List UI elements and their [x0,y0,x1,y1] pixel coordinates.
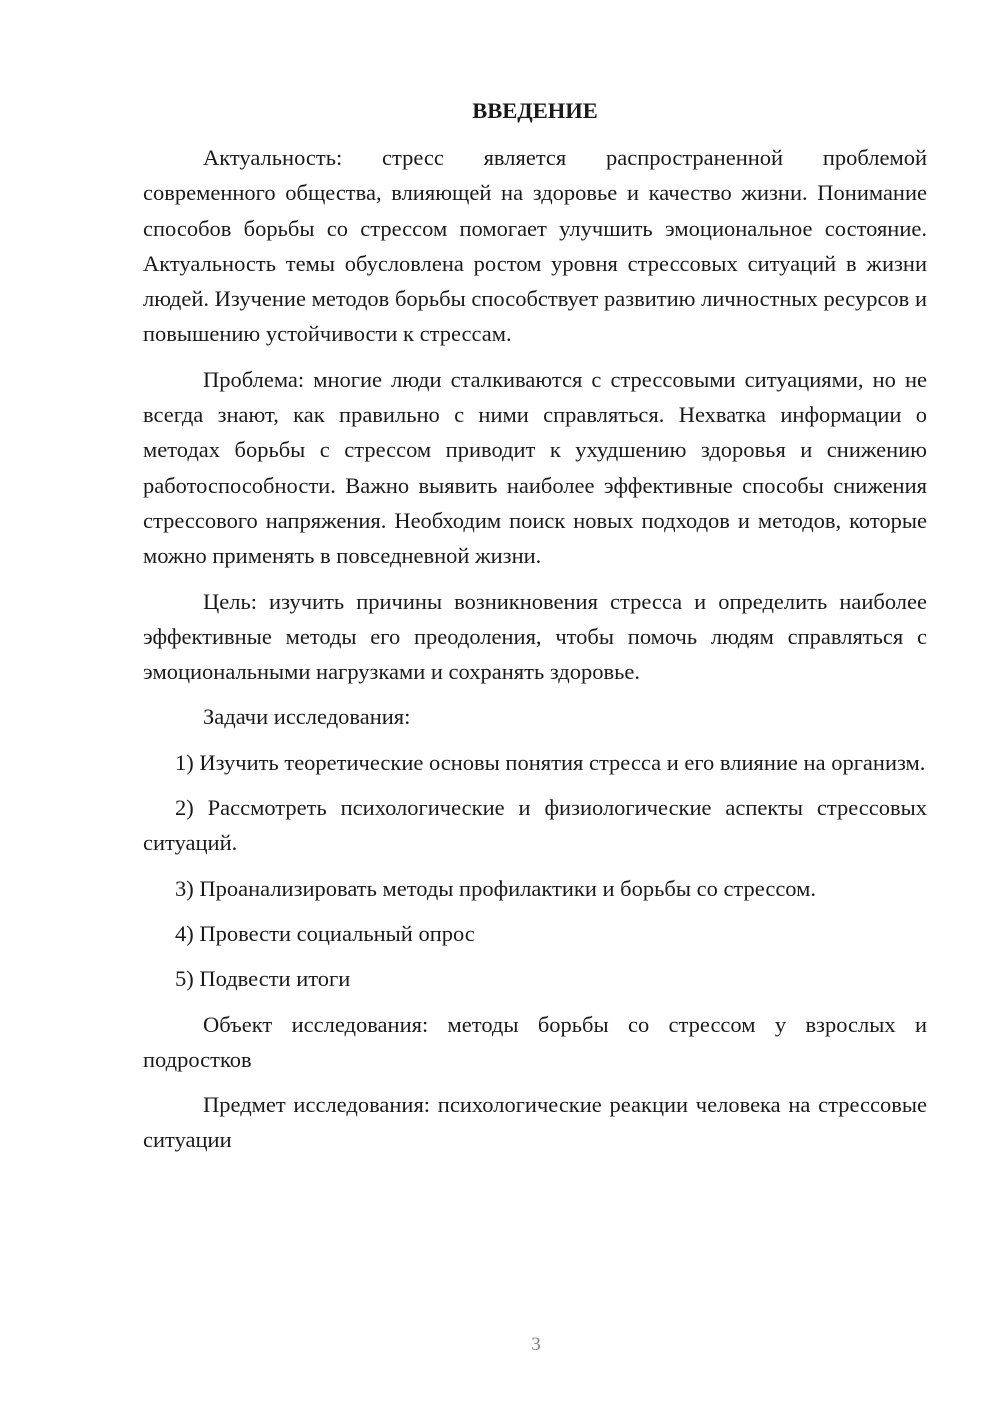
relevance-paragraph: Актуальность: стресс является распространенной проблемой современного общества, влияющей на здоровье и качество жизни. Понимание способов борьбы со стрессом помогает улучшить эмоциональное состояние. Актуальность темы обусловлена ростом уровня стрессовых ситуаций в жизни людей. Изучение методов борьбы способствует развитию личностных ресурсов и повышению устойчивости к стрессам. [143,145,927,347]
task-item: 1) Изучить теоретические основы понятия стресса и его влияние на организм. [175,749,926,775]
task-item: 4) Провести социальный опрос [175,920,475,946]
task-item: 3) Проанализировать методы профилактики и борьбы со стрессом. [175,875,816,901]
problem-paragraph: Проблема: многие люди сталкиваются с стрессовыми ситуациями, но не всегда знают, как правильно с ними справляться. Нехватка информации о методах борьбы с стрессом приводит к ухудшению здоровья и снижению работоспособности. Важно выявить наиболее эффективные способы снижения стрессового напряжения. Необходим поиск новых подходов и методов, которые можно применять в повседневной жизни. [143,366,927,569]
subject-paragraph: Предмет исследования: психологические реакции человека на стрессовые ситуации [143,1092,927,1153]
document-page [143,94,927,1158]
task-item: 5) Подвести итоги [175,966,351,992]
section-heading: ВВЕДЕНИЕ [472,98,598,123]
page-number: 3 [531,1334,541,1355]
tasks-title: Задачи исследования: [203,704,411,730]
goal-paragraph: Цель: изучить причины возникновения стресса и определить наиболее эффективные методы его преодоления, чтобы помочь людям справляться с эмоциональными нагрузками и сохранять здоровье. [143,588,927,685]
task-item: 2) Рассмотреть психологические и физиологические аспекты стрессовых ситуаций. [143,795,927,856]
object-paragraph: Объект исследования: методы борьбы со стрессом у взрослых и подростков [143,1011,927,1072]
